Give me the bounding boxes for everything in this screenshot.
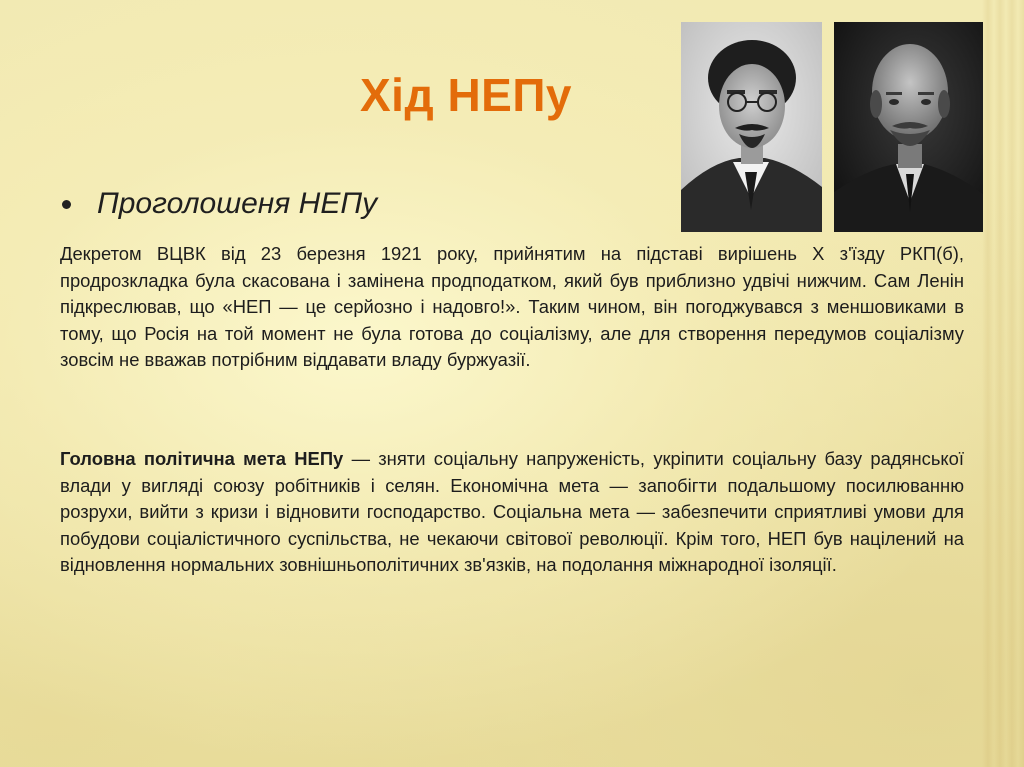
paragraph-goals bbox=[60, 446, 964, 579]
slide-title: Хід НЕПу bbox=[360, 69, 572, 121]
paragraph-goals-lead: Головна політична мета НЕПу bbox=[60, 448, 344, 469]
portrait-left bbox=[681, 22, 822, 232]
paragraph-decree: Декретом ВЦВК від 23 березня 1921 року, прийнятим на підставі вирішень X з'їзду РКП(б), продрозкладка була скасована і замінена продподатком, який був приблизно удвічі нижчим. Сам Ленін підкреслював, що «НЕП — це серйозно і надовго!». Таким чином, він погоджувався з меншовиками в тому, що Росія на той момент не була готова до соціалізму, але для створення передумов соціалізму зовсім не вважав потрібним віддавати владу буржуазії. bbox=[60, 243, 964, 370]
portrait-right bbox=[834, 22, 983, 232]
paragraph-goals-rest: — зняти соціальну напруженість, укріпити соціальну базу радянської влади у вигляді союзу робітників і селян. Економічна мета — запобігти подальшому посилюванню розрухи, вийти з кризи і відновити господарство. Соціальна мета — забезпечити сприятливі умови для побудови соціалістичного суспільства, не чекаючи світової революції. Крім того, НЕП був націлений на відновлення нормальних зовнішньополітичних зв'язків, на подолання міжнародної ізоляції. bbox=[60, 448, 965, 575]
bullet-dot-icon bbox=[62, 200, 71, 209]
decorative-stripe bbox=[982, 0, 1024, 767]
bullet-item bbox=[62, 186, 377, 222]
bullet-text: Проголошеня НЕПу bbox=[97, 187, 378, 220]
